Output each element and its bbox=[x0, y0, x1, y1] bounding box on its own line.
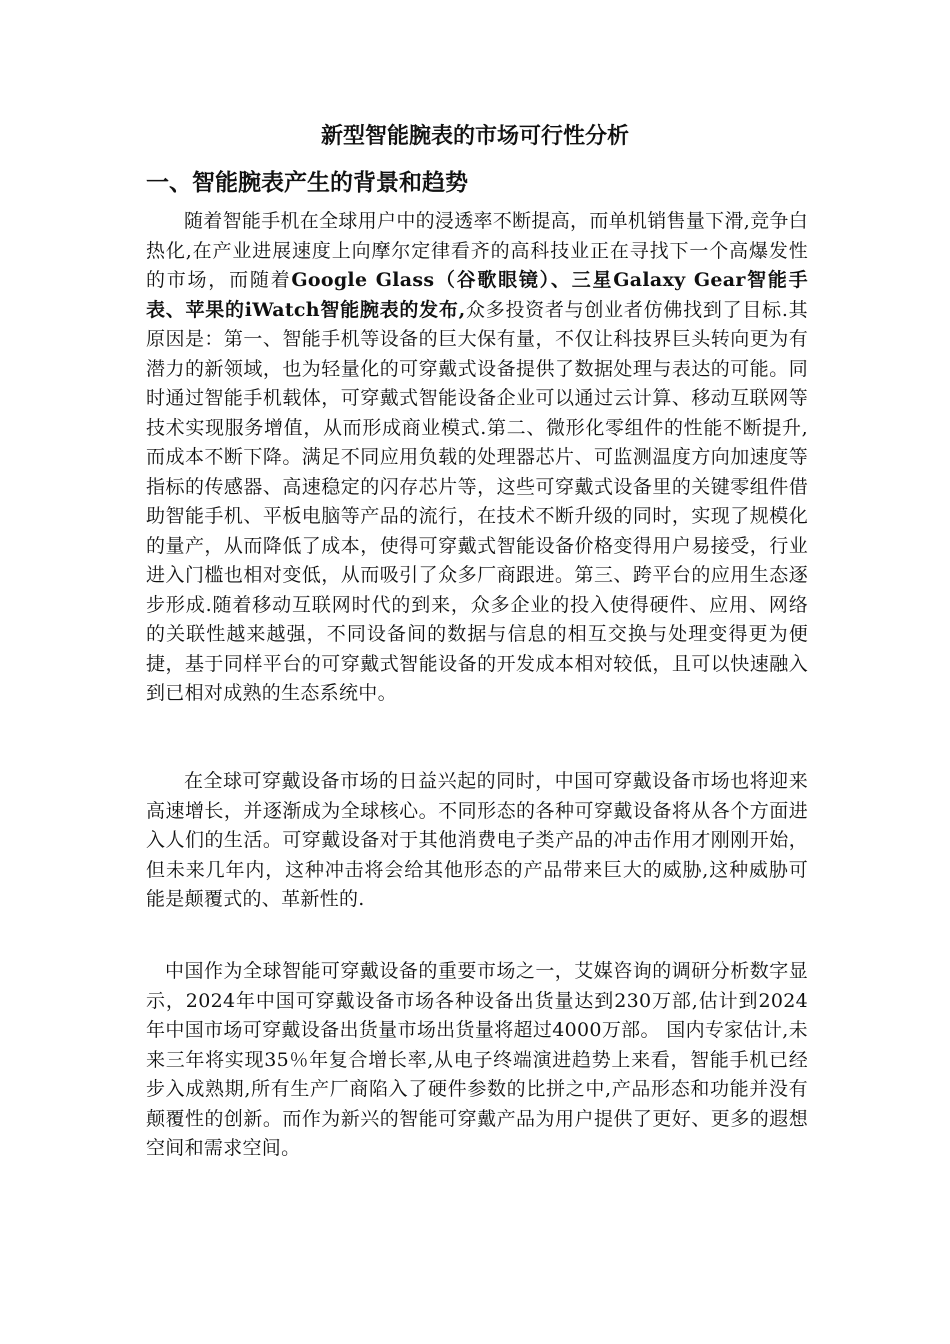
paragraph-china-market: 在全球可穿戴设备市场的日益兴起的同时，中国可穿戴设备市场也将迎来高速增长，并逐渐成为全球核心。不同形态的各种可穿戴设备将从各个方面进入人们的生活。可穿戴设备对于其他消费电子类产品的冲击作用才刚刚开始，但未来几年内，这种冲击将会给其他形态的产品带来巨大的威胁,这种威胁可能是颠覆式的、革新性的. bbox=[146, 770, 808, 910]
paragraph-market-data: 中国作为全球智能可穿戴设备的重要市场之一，艾媒咨询的调研分析数字显示，2024年中国可穿戴设备市场各种设备出货量达到230万部,估计到2024年中国市场可穿戴设备出货量市场出货量将超过4000万部。 国内专家估计,未来三年将实现35％年复合增长率,从电子终端演进趋势上来看，智能手机已经步入成熟期,所有生产厂商陷入了硬件参数的比拼之中,产品形态和功能并没有颠覆性的创新。而作为新兴的智能可穿戴产品为用户提供了更好、更多的遐想空间和需求空间。 bbox=[146, 960, 808, 1159]
section-heading: 一、智能腕表产生的背景和趋势 bbox=[146, 169, 468, 196]
paragraph-background-bold-products: Google Glass（谷歌眼镜）、三星Galaxy Gear智能手表、苹果的iWatch智能腕表的发布, bbox=[146, 269, 808, 321]
paragraph-background-text-end: 众多投资者与创业者仿佛找到了目标.其原因是：第一、智能手机等设备的巨大保有量，不仅让科技界巨头转向更为有潜力的新领域，也为轻量化的可穿戴式设备提供了数据处理与表达的可能。同时通过智能手机载体，可穿戴式智能设备企业可以通过云计算、移动互联网等技术实现服务增值，从而形成商业模式.第二、微形化零组件的性能不断提升,而成本不断下降。满足不同应用负载的处理器芯片、可监测温度方向加速度等指标的传感器、高速稳定的闪存芯片等，这些可穿戴式设备里的关键零组件借助智能手机、平板电脑等产品的流行，在技术不断升级的同时，实现了规模化的量产，从而降低了成本，使得可穿戴式智能设备价格变得用户易接受，行业进入门槛也相对变低，从而吸引了众多厂商跟进。第三、跨平台的应用生态逐步形成.随着移动互联网时代的到来，众多企业的投入使得硬件、应用、网络的关联性越来越强，不同设备间的数据与信息的相互交换与处理变得更为便捷，基于同样平台的可穿戴式智能设备的开发成本相对较低，且可以快速融入到已相对成熟的生态系统中。 bbox=[146, 298, 808, 704]
page-title: 新型智能腕表的市场可行性分析 bbox=[320, 123, 629, 149]
paragraph-background-text-start: 随着智能手机在全球用户中的浸透率不断提高，而单机销售量下滑,竞争白热化,在产业进展速度上向摩尔定律看齐的高科技业正在寻找下一个高爆发性的市场，而随着 bbox=[146, 210, 808, 291]
paragraph-background bbox=[146, 207, 808, 709]
